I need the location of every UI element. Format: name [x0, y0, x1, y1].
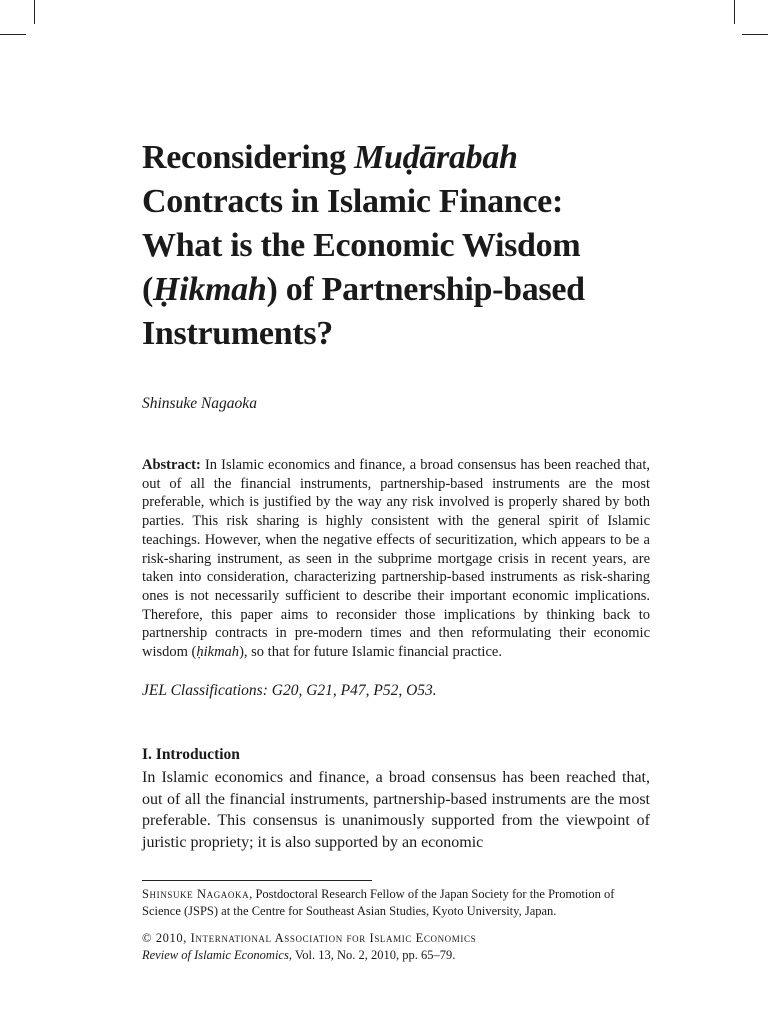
- title-term-hikmah: Ḥikmah: [153, 271, 267, 308]
- title-line-5: Instruments?: [142, 315, 333, 352]
- footnote-author-name: Shinsuke Nagaoka: [142, 887, 250, 901]
- footnote-text: , Postdoctoral Research Fellow of the Japan Society for the Promotion of Science (JSPS) at the Centre for Southeast Asian Studies, Kyoto University, Japan.: [142, 887, 615, 918]
- jel-classifications: JEL Classifications: G20, G21, P47, P52, O53.: [142, 682, 437, 699]
- crop-mark-top-left-horizontal: [0, 34, 26, 35]
- abstract: [142, 456, 650, 662]
- abstract-text: In Islamic economics and finance, a broad consensus has been reached that, out of all the financial instruments, partnership-based instruments are the most preferable, which is justified by the way any risk involved is properly shared by both parties. This risk sharing is highly consistent with the general spirit of Islamic teachings. However, when the negative effects of securitization, which appears to be a risk-sharing instrument, as seen in the subprime mortgage crisis in recent years, are taken into consideration, characterizing partnership-based instruments as risk-sharing ones is not necessarily sufficient to describe their important economic implications. Therefore, this paper aims to reconsider those implications by thinking back to partnership contracts in pre-modern times and then reformulating their economic wisdom (: [142, 457, 650, 661]
- abstract-term-hikmah: ḥikmah: [196, 644, 240, 661]
- journal-citation: [142, 947, 654, 964]
- title-line-4: (Ḥikmah) of Partnership-based: [142, 271, 585, 308]
- author-name: Shinsuke Nagaoka: [142, 395, 257, 412]
- copyright-block: [142, 930, 654, 964]
- crop-mark-top-right-vertical: [734, 0, 735, 24]
- journal-details: , Vol. 13, No. 2, 2010, pp. 65–79.: [288, 948, 456, 962]
- author-footnote: [142, 886, 654, 920]
- title-term-mudarabah: Muḍārabah: [354, 139, 518, 176]
- section-heading-introduction: I. Introduction: [142, 746, 240, 763]
- paper-title: [142, 136, 682, 356]
- title-line-2: Contracts in Islamic Finance:: [142, 183, 563, 220]
- introduction-paragraph: In Islamic economics and finance, a broad consensus has been reached that, out of all the financial instruments, partnership-based instruments are the most preferable. This consensus is unanimously supported from the viewpoint of juristic propriety; it is also supported by an economic: [142, 769, 650, 851]
- footnote-divider: [142, 880, 372, 881]
- title-line-3: What is the Economic Wisdom: [142, 227, 581, 264]
- copyright-line: © 2010, International Association for Islamic Economics: [142, 931, 477, 945]
- crop-mark-top-right-horizontal: [742, 34, 768, 35]
- abstract-label: Abstract:: [142, 457, 201, 473]
- abstract-text-end: ), so that for future Islamic financial practice.: [239, 644, 502, 661]
- title-line-1: Reconsidering Muḍārabah: [142, 139, 518, 176]
- journal-name: Review of Islamic Economics: [142, 948, 289, 962]
- crop-mark-top-left-vertical: [34, 0, 35, 24]
